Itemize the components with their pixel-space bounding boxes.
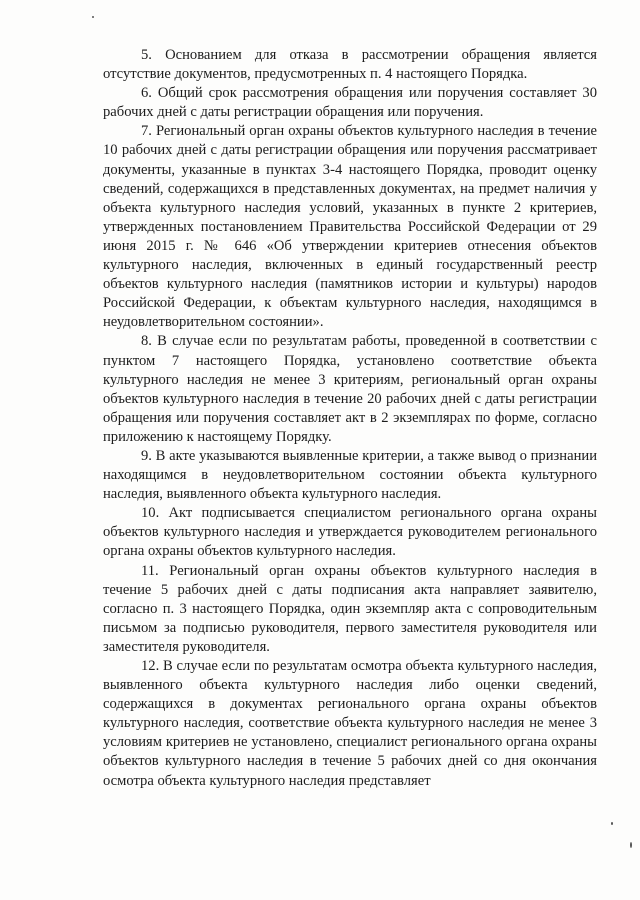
paragraph-5: 5. Основанием для отказа в рассмотрении обращения является отсутствие документов, предусмотренных п. 4 настоящего Порядка. (103, 47, 597, 83)
paragraph-12: 12. В случае если по результатам осмотра объекта культурного наследия, выявленного объекта культурного наследия либо оценки сведений, содержащихся в документах регионального органа охраны объектов культурного наследия, соответствие объекта культурного наследия не менее 3 условиям критериев не установлено, специалист регионального органа охраны объектов культурного наследия в течение 5 рабочих дней со дня окончания осмотра объекта культурного наследия представляет (103, 658, 597, 789)
scan-speck (92, 16, 94, 18)
paragraph-6: 6. Общий срок рассмотрения обращения или поручения составляет 30 рабочих дней с даты регистрации обращения или поручения. (103, 85, 597, 121)
scan-speck (611, 822, 613, 825)
paragraph-9: 9. В акте указываются выявленные критерии, а также вывод о признании находящимся в неудовлетворительном состоянии объекта культурного наследия, выявленного объекта культурного наследия. (103, 447, 597, 503)
document-body (103, 46, 597, 791)
scan-speck (630, 842, 632, 848)
paragraph-8: 8. В случае если по результатам работы, проведенной в соответствии с пунктом 7 настоящего Порядка, установлено соответствие объекта культурного наследия не менее 3 критериям, региональный орган охраны объектов культурного наследия в течение 20 рабочих дней с даты регистрации обращения или поручения составляет акт в 2 экземплярах по форме, согласно приложению к настоящему Порядку. (103, 333, 597, 445)
paragraph-10: 10. Акт подписывается специалистом регионального органа охраны объектов культурного наследия и утверждается руководителем регионального органа охраны объектов культурного наследия. (103, 505, 597, 560)
paragraph-11: 11. Региональный орган охраны объектов культурного наследия в течение 5 рабочих дней с даты подписания акта направляет заявителю, согласно п. 3 настоящего Порядка, один экземпляр акта с сопроводительным письмом за подписью руководителя, первого заместителя руководителя или заместителя руководителя. (103, 562, 597, 655)
paragraph-7: 7. Региональный орган охраны объектов культурного наследия в течение 10 рабочих дней с даты регистрации обращения или поручения рассматривает документы, указанные в пунктах 3-4 настоящего Порядка, проводит оценку сведений, содержащихся в представленных документах, на предмет наличия у объекта культурного наследия условий, указанных в пункте 2 критериев, утвержденных постановлением Правительства Российской Федерации от 29 июня 2015 г. № 646 «Об утверждении критериев отнесения объектов культурного наследия, включенных в единый государственный реестр объектов культурного наследия (памятников истории и культуры) народов Российской Федерации, к объектам культурного наследия, находящимся в неудовлетворительном состоянии». (103, 123, 597, 331)
